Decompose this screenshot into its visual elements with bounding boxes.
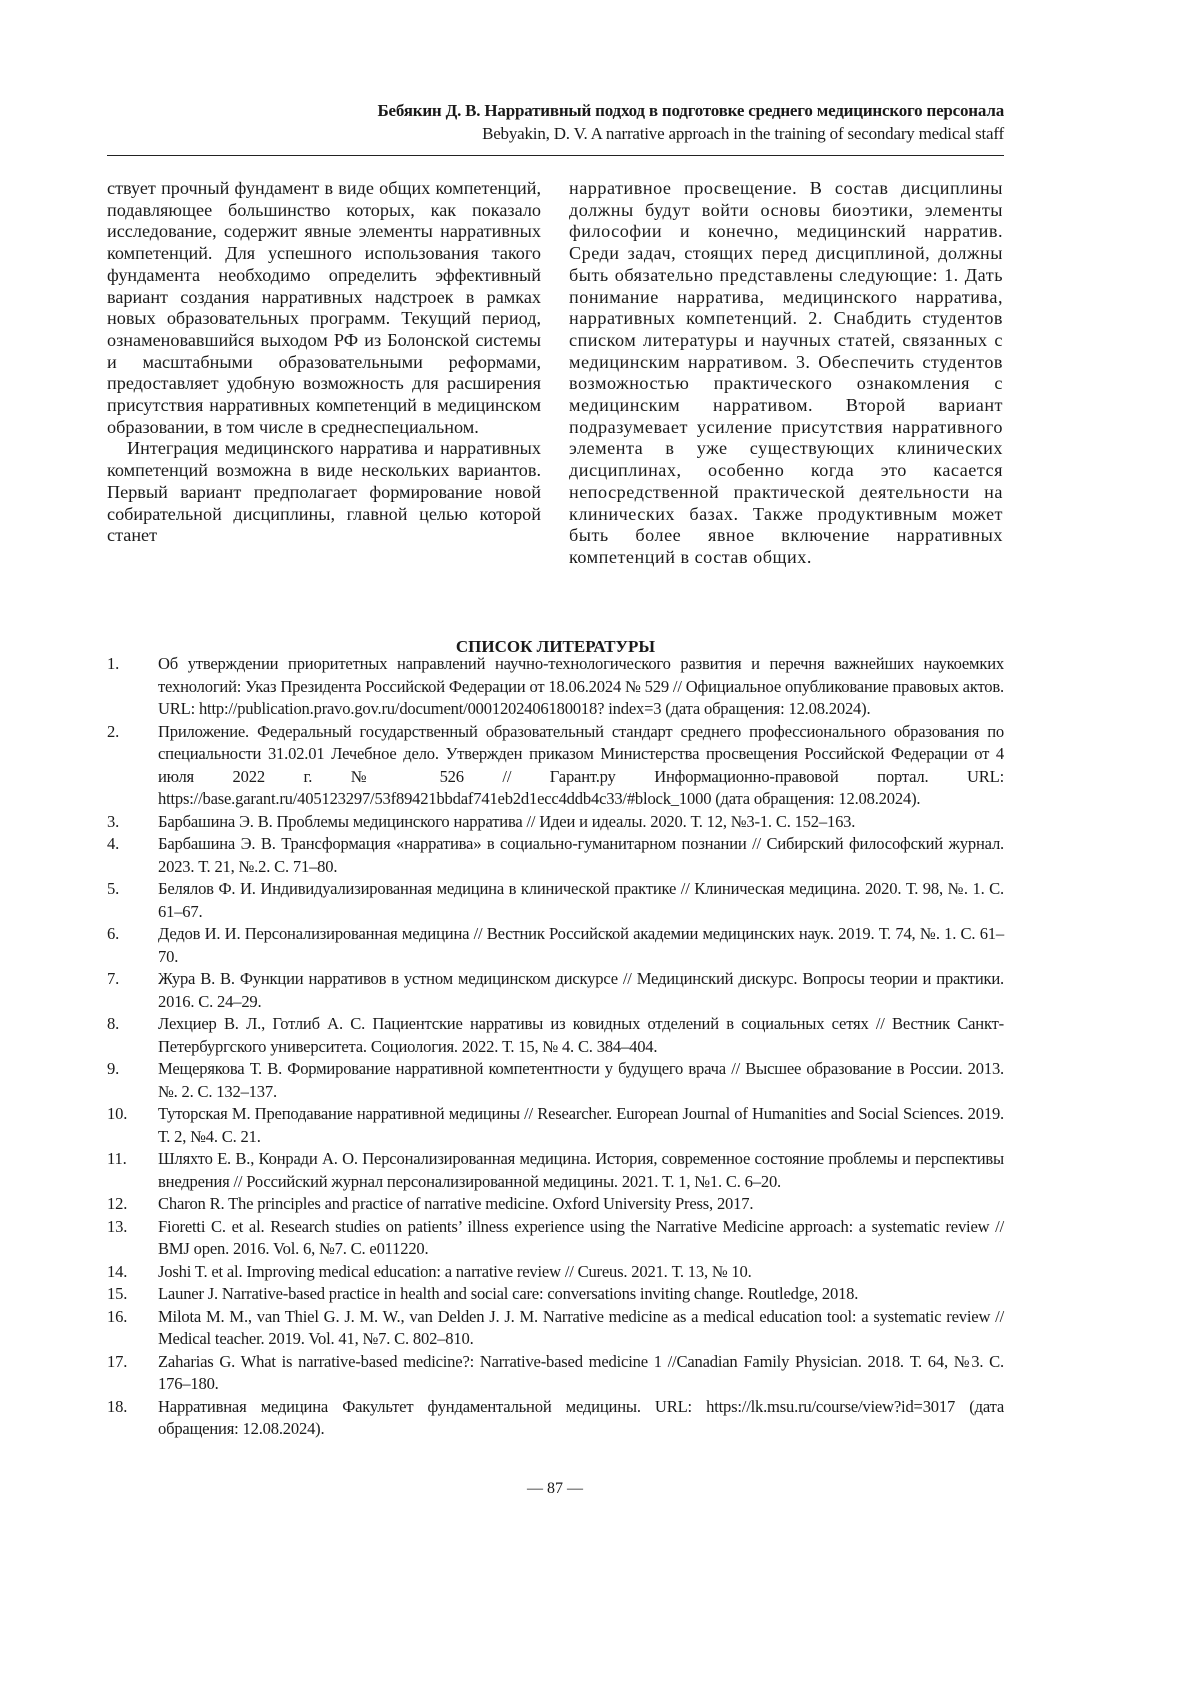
page-number: — 87 — <box>0 1480 1110 1498</box>
reference-text: Об утверждении приоритетных направлений научно-технологического развития и перечня важнейших наукоемких технологий: Указ Президента Российской Федерации от 18.06.2024 № 529 // Официальное опубликование правовых актов. URL: http://publication.pravo.gov.ru/document/0001202406180018? index=3 (дата обращения: 12.08.2024). <box>158 653 1004 721</box>
reference-item <box>107 1306 1004 1351</box>
reference-text: Нарративная медицина Факультет фундаментальной медицины. URL: https://lk.msu.ru/course/view?id=3017 (дата обращения: 12.08.2024). <box>158 1396 1004 1441</box>
paragraph: нарративное просвещение. В состав дисциплины должны будут войти основы биоэтики, элементы философии и конечно, медицинский нарратив. Среди задач, стоящих перед дисциплиной, должны быть обязательно представлены следующие: 1. Дать понимание нарратива, медицинского нарратива, нарративных компетенций. 2. Снабдить студентов списком литературы и научных статей, связанных с медицинским нарративом. 3. Обеспечить студентов возможностью практического ознакомления с медицинским нарративом. Второй вариант подразумевает усиление присутствия нарративного элемента в уже существующих клинических дисциплинах, особенно когда это касается непосредственной практической деятельности на клинических базах. Также продуктивным может быть более явное включение нарративных компетенций в состав общих. <box>569 178 1003 569</box>
reference-item <box>107 1261 1004 1284</box>
reference-number: 6. <box>107 923 158 968</box>
right-column <box>569 178 1003 569</box>
header-divider <box>107 155 1004 156</box>
reference-item <box>107 968 1004 1013</box>
reference-text: Туторская М. Преподавание нарративной медицины // Researcher. European Journal of Humanities and Social Sciences. 2019. Т. 2, №4. С. 21. <box>158 1103 1004 1148</box>
reference-number: 11. <box>107 1148 158 1193</box>
reference-number: 12. <box>107 1193 158 1216</box>
reference-number: 9. <box>107 1058 158 1103</box>
reference-number: 18. <box>107 1396 158 1441</box>
paragraph: ствует прочный фундамент в виде общих компетенций, подавляющее большинство которых, как показало исследование, содержит явные элементы нарративных компетенций. Для успешного использования такого фундамента необходимо определить эффективный вариант создания нарративных надстроек в рамках новых образовательных программ. Текущий период, ознаменовавшийся выходом РФ из Болонской системы и масштабными образовательными реформами, предоставляет удобную возможность для расширения присутствия нарративных компетенций в медицинском образовании, в том числе в среднеспециальном. <box>107 178 541 438</box>
reference-text: Лехциер В. Л., Готлиб А. С. Пациентские нарративы из ковидных отделений в социальных сетях // Вестник Санкт-Петербургского университета. Социология. 2022. Т. 15, № 4. С. 384–404. <box>158 1013 1004 1058</box>
running-header <box>107 100 1004 146</box>
reference-item <box>107 1103 1004 1148</box>
reference-item <box>107 923 1004 968</box>
reference-text: Приложение. Федеральный государственный образовательный стандарт среднего профессионального образования по специальности 31.02.01 Лечебное дело. Утвержден приказом Министерства просвещения Российской Федерации от 4 июля 2022 г. № 526 // Гарант.ру Информационно-правовой портал. URL: https://base.garant.ru/405123297/53f89421bbdaf741eb2d1ecc4ddb4c33/#block_1000 (дата обращения: 12.08.2024). <box>158 721 1004 811</box>
reference-text: Milota M. M., van Thiel G. J. M. W., van Delden J. J. M. Narrative medicine as a medical education tool: a systematic review // Medical teacher. 2019. Vol. 41, №7. С. 802–810. <box>158 1306 1004 1351</box>
header-title-en: Bebyakin, D. V. A narrative approach in the training of secondary medical staff <box>107 122 1004 146</box>
reference-number: 8. <box>107 1013 158 1058</box>
reference-item <box>107 833 1004 878</box>
reference-item <box>107 1283 1004 1306</box>
references-title: СПИСОК ЛИТЕРАТУРЫ <box>107 637 1004 657</box>
header-title-ru: Бебякин Д. В. Нарративный подход в подготовке среднего медицинского персонала <box>107 100 1004 122</box>
reference-item <box>107 1216 1004 1261</box>
reference-item <box>107 721 1004 811</box>
reference-text: Шляхто Е. В., Конради А. О. Персонализированная медицина. История, современное состояние проблемы и перспективы внедрения // Российский журнал персонализированной медицины. 2021. Т. 1, №1. С. 6–20. <box>158 1148 1004 1193</box>
reference-number: 10. <box>107 1103 158 1148</box>
reference-text: Charon R. The principles and practice of narrative medicine. Oxford University Press, 2017. <box>158 1193 1004 1216</box>
reference-text: Мещерякова Т. В. Формирование нарративной компетентности у будущего врача // Высшее образование в России. 2013. №. 2. С. 132–137. <box>158 1058 1004 1103</box>
reference-text: Fioretti C. et al. Research studies on patients’ illness experience using the Narrative Medicine approach: a systematic review // BMJ open. 2016. Vol. 6, №7. C. e011220. <box>158 1216 1004 1261</box>
reference-item <box>107 1148 1004 1193</box>
reference-text: Launer J. Narrative-based practice in health and social care: conversations inviting change. Routledge, 2018. <box>158 1283 1004 1306</box>
reference-text: Барбашина Э. В. Трансформация «нарратива» в социально-гуманитарном познании // Сибирский философский журнал. 2023. Т. 21, №.2. С. 71–80. <box>158 833 1004 878</box>
left-column <box>107 178 541 547</box>
reference-text: Zaharias G. What is narrative-based medicine?: Narrative-based medicine 1 //Canadian Family Physician. 2018. Т. 64, №3. С. 176–180. <box>158 1351 1004 1396</box>
references-list <box>107 653 1004 1441</box>
reference-item <box>107 878 1004 923</box>
reference-text: Жура В. В. Функции нарративов в устном медицинском дискурсе // Медицинский дискурс. Вопросы теории и практики. 2016. С. 24–29. <box>158 968 1004 1013</box>
reference-number: 3. <box>107 811 158 834</box>
reference-item <box>107 1351 1004 1396</box>
reference-text: Барбашина Э. В. Проблемы медицинского нарратива // Идеи и идеалы. 2020. Т. 12, №3-1. С. 152–163. <box>158 811 1004 834</box>
reference-item <box>107 1396 1004 1441</box>
reference-number: 4. <box>107 833 158 878</box>
reference-item <box>107 1058 1004 1103</box>
reference-number: 14. <box>107 1261 158 1284</box>
reference-number: 15. <box>107 1283 158 1306</box>
reference-text: Joshi T. et al. Improving medical education: a narrative review // Cureus. 2021. Т. 13, № 10. <box>158 1261 1004 1284</box>
paragraph: Интеграция медицинского нарратива и нарративных компетенций возможна в виде нескольких вариантов. Первый вариант предполагает формирование новой собирательной дисциплины, главной целью которой станет <box>107 438 541 547</box>
reference-item <box>107 811 1004 834</box>
reference-number: 16. <box>107 1306 158 1351</box>
reference-item <box>107 653 1004 721</box>
reference-item <box>107 1013 1004 1058</box>
reference-text: Белялов Ф. И. Индивидуализированная медицина в клинической практике // Клиническая медицина. 2020. Т. 98, №. 1. С. 61–67. <box>158 878 1004 923</box>
reference-text: Дедов И. И. Персонализированная медицина // Вестник Российской академии медицинских наук. 2019. Т. 74, №. 1. С. 61–70. <box>158 923 1004 968</box>
reference-number: 17. <box>107 1351 158 1396</box>
reference-number: 5. <box>107 878 158 923</box>
reference-number: 2. <box>107 721 158 811</box>
reference-number: 13. <box>107 1216 158 1261</box>
reference-number: 7. <box>107 968 158 1013</box>
reference-number: 1. <box>107 653 158 721</box>
reference-item <box>107 1193 1004 1216</box>
